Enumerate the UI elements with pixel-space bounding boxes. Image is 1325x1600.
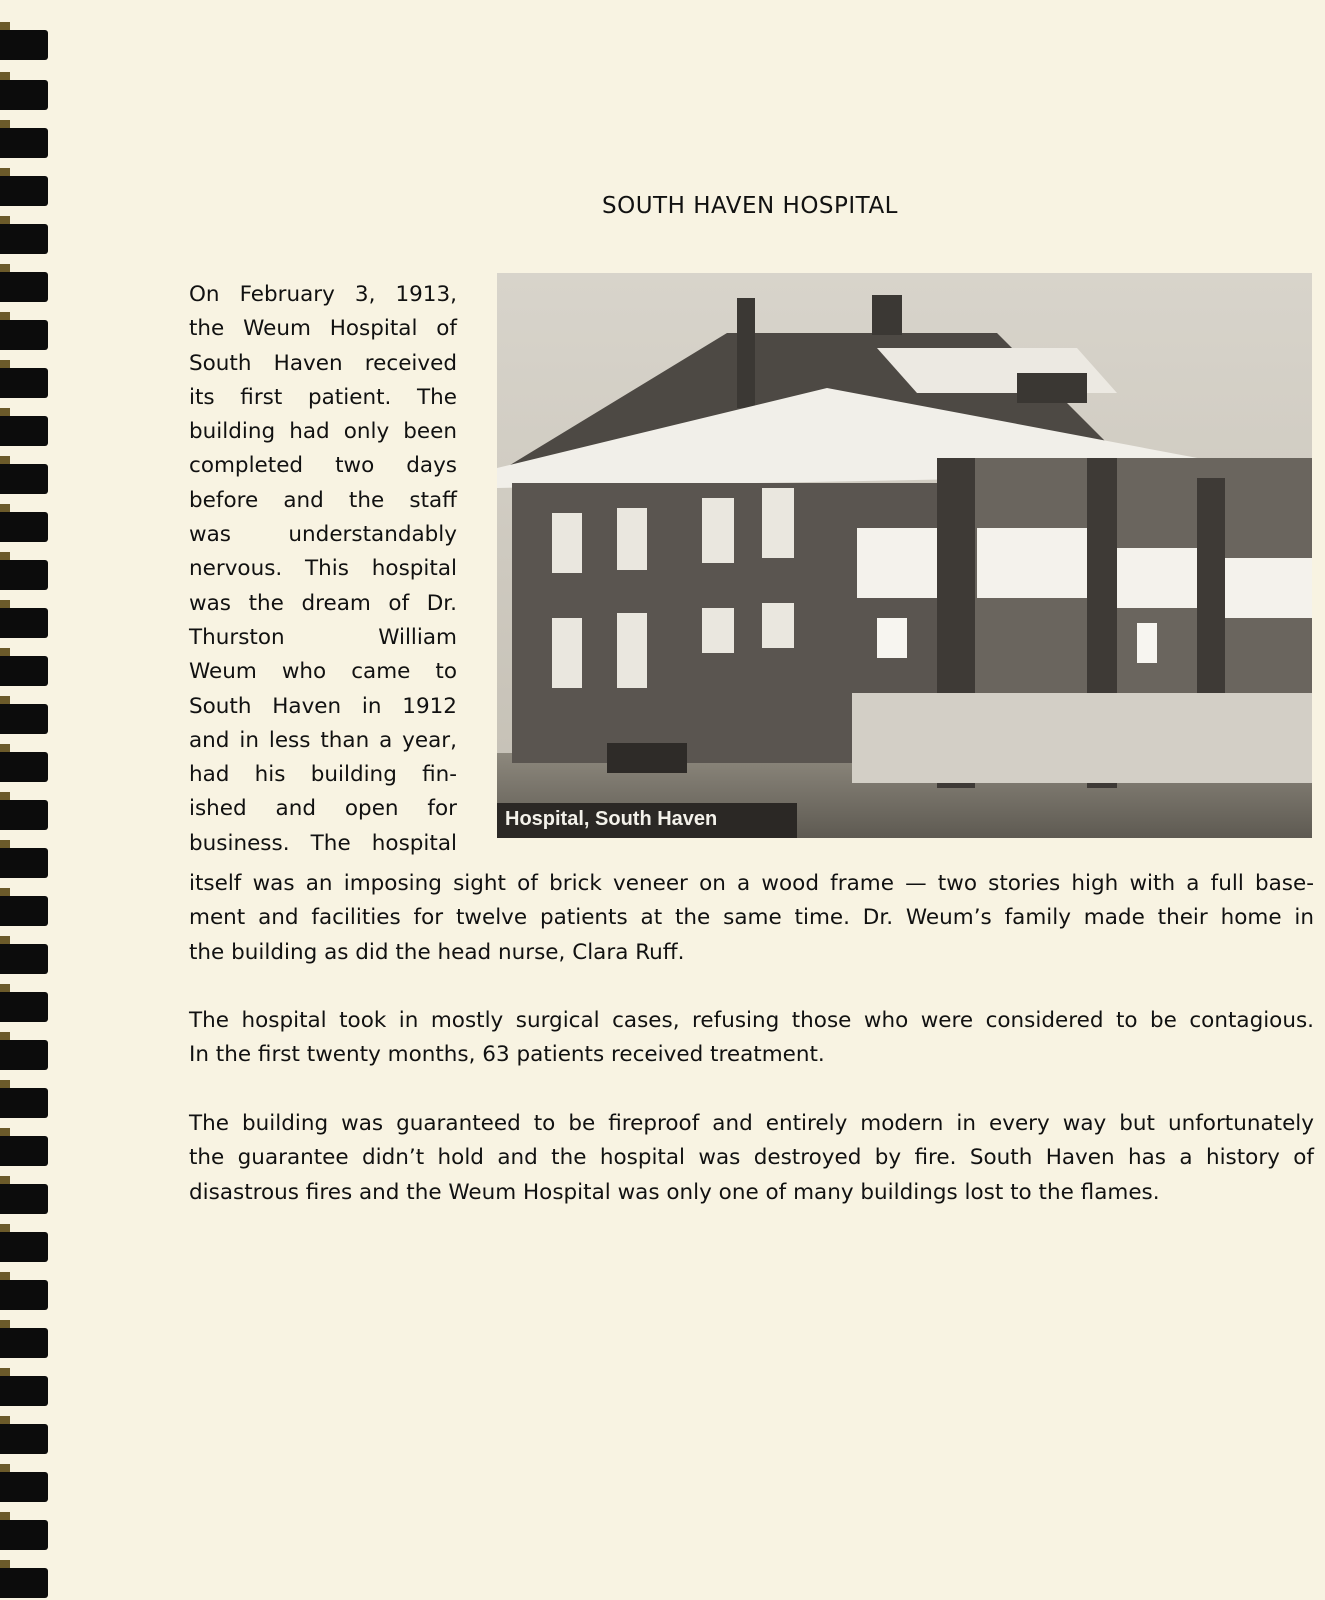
text-line: had his building fin-: [189, 762, 457, 788]
hospital-photo: [497, 273, 1312, 838]
text-line: The building was guaranteed to be fireproof and entirely modern in every way but unfortunately: [189, 1111, 1314, 1136]
text-line: was understandably: [189, 522, 457, 548]
text-line: In the first twenty months, 63 patients received treatment.: [189, 1042, 825, 1068]
text-line: business. The hospital: [189, 830, 457, 856]
text-line: itself was an imposing sight of brick veneer on a wood frame — two stories high with a full base-: [189, 871, 1314, 896]
paragraph-fire: [189, 1107, 1314, 1210]
hospital-building-icon: [497, 273, 1312, 838]
photo-caption: Hospital, South Haven: [505, 808, 718, 830]
lead-paragraph: [189, 278, 457, 861]
text-line: South Haven received: [189, 350, 457, 376]
text-line: the building as did the head nurse, Clara Ruff.: [189, 939, 685, 965]
text-line: The hospital took in mostly surgical cases, refusing those who were considered to be contagious.: [189, 1008, 1314, 1033]
text-line: ished and open for: [189, 796, 457, 822]
text-line: the Weum Hospital of: [189, 316, 457, 342]
text-line: its first patient. The: [189, 384, 457, 410]
text-line: was the dream of Dr.: [189, 590, 457, 616]
text-line: building had only been: [189, 419, 457, 445]
text-line: ment and facilities for twelve patients at the same time. Dr. Weum’s family made their home in: [189, 905, 1314, 931]
text-line: nervous. This hospital: [189, 556, 457, 582]
paragraph-surgical-cases: [189, 1004, 1314, 1073]
lead-continuation: [189, 867, 1314, 970]
text-line: completed two days: [189, 453, 457, 479]
text-line: and in less than a year,: [189, 727, 457, 753]
text-line: South Haven in 1912: [189, 693, 457, 719]
text-line: the guarantee didn’t hold and the hospital was destroyed by fire. South Haven has a history of: [189, 1145, 1314, 1171]
text-line: On February 3, 1913,: [189, 282, 457, 307]
text-line: before and the staff: [189, 487, 457, 513]
text-line: Weum who came to: [189, 659, 457, 685]
spiral-binding: [0, 0, 52, 1600]
page-title: SOUTH HAVEN HOSPITAL: [602, 193, 898, 220]
text-line: Thurston William: [189, 624, 457, 650]
text-line: disastrous fires and the Weum Hospital was only one of many buildings lost to the flames.: [189, 1179, 1160, 1205]
